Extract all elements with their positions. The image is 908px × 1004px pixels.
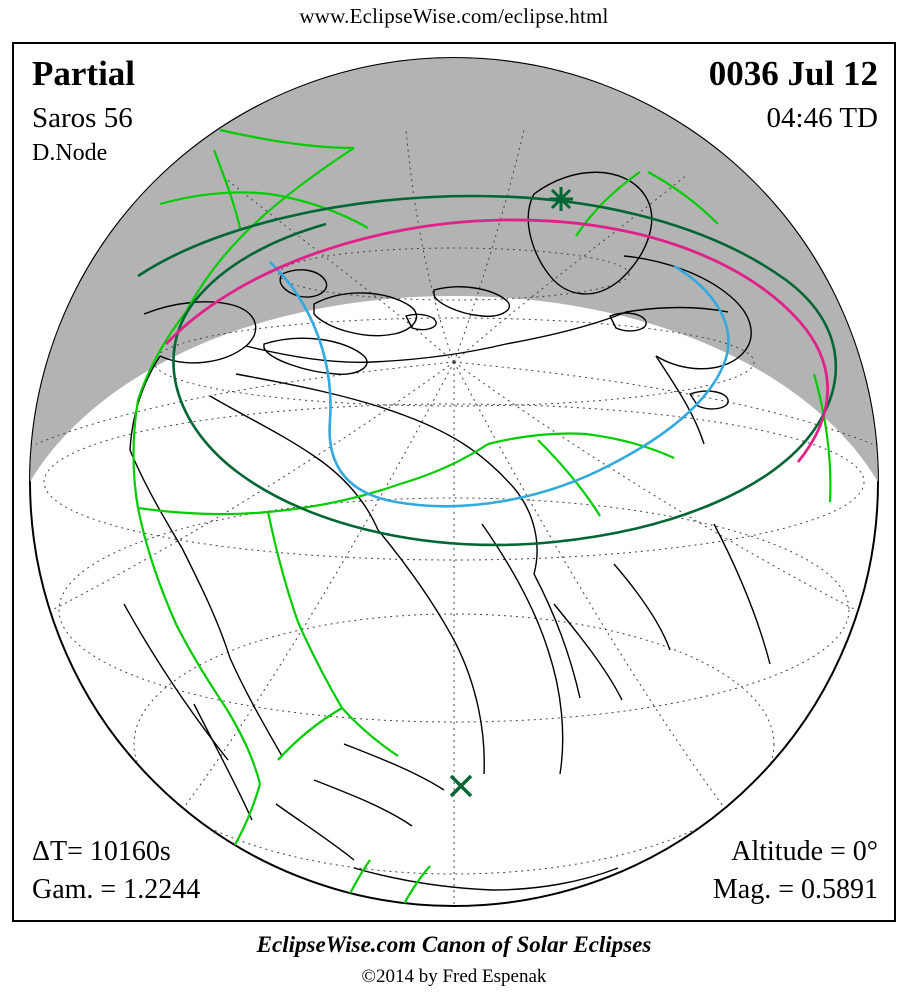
greatest-eclipse-marker [549, 187, 573, 211]
delta-t-label: ΔT= 10160s [32, 836, 171, 867]
source-url: www.EclipseWise.com/eclipse.html [299, 4, 609, 28]
footer-title: EclipseWise.com Canon of Solar Eclipses [256, 932, 652, 957]
eclipse-type-label: Partial [32, 54, 136, 93]
eclipse-map [12, 42, 896, 922]
node-label: D.Node [32, 140, 108, 166]
altitude-label: Altitude = 0° [731, 836, 878, 867]
magnitude-label: Mag. = 0.5891 [712, 874, 878, 905]
saros-label: Saros 56 [32, 102, 133, 134]
gamma-label: Gam. = 1.2244 [32, 874, 201, 905]
globe-graphic [14, 44, 894, 920]
eclipse-time-label: 04:46 TD [766, 102, 878, 134]
footer-credit: ©2014 by Fred Espenak [361, 966, 547, 987]
eclipse-date-label: 0036 Jul 12 [708, 54, 878, 93]
